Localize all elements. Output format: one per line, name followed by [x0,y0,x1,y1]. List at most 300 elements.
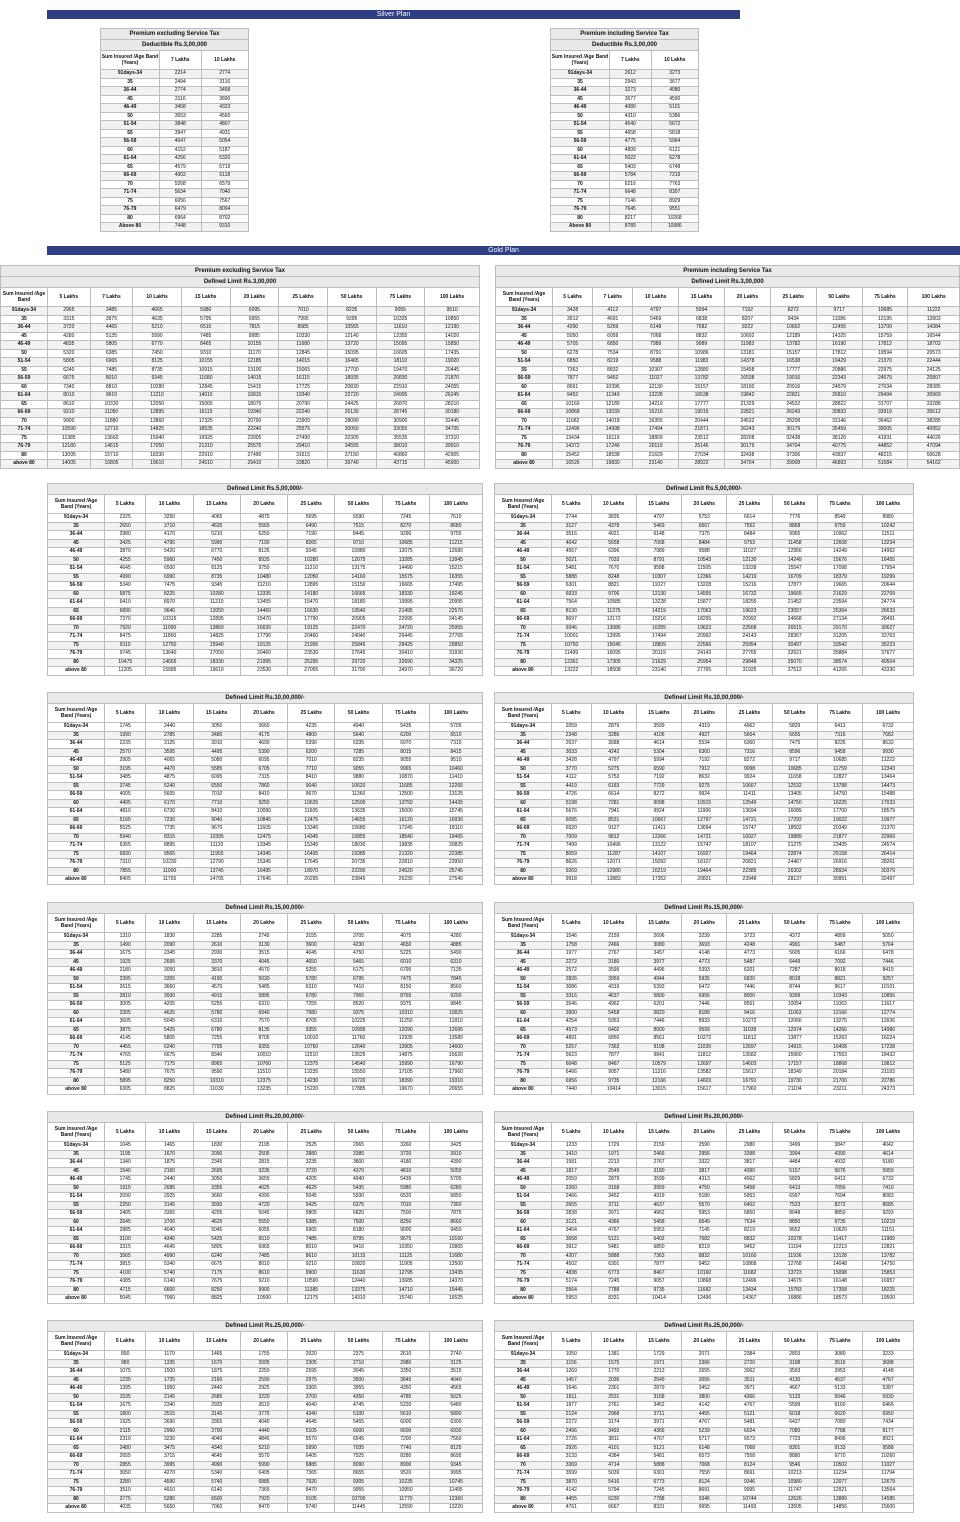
table-row [495,1201,914,1210]
premium-cell: 13375 [335,1286,382,1295]
premium-cell: 7245 [382,514,429,523]
table-row [551,87,699,96]
premium-cell: 24579 [862,375,908,384]
premium-cell: 4797 [591,757,636,766]
premium-cell: 20119 [633,443,679,452]
premium-cell: 7035 [335,1444,382,1453]
premium-cell: 2235 [105,740,146,749]
age-band-cell: 51-54 [48,565,105,574]
premium-cell: 3050 [193,1176,240,1185]
premium-cell: 20790 [279,400,328,409]
premium-cell: 3745 [105,782,146,791]
premium-cell: 27765 [682,667,727,676]
premium-cell: 25807 [908,375,960,384]
table-row [48,1001,483,1010]
premium-cell: 17494 [633,426,679,435]
table-row [48,774,483,783]
table-row [48,740,483,749]
premium-cell: 2213 [636,1368,681,1377]
premium-cell: 17777 [679,400,725,409]
premium-cell: 8090 [335,1461,382,1470]
age-band-cell: 66-69 [48,825,105,834]
premium-cell: 10685 [817,757,862,766]
premium-cell: 3056 [682,1376,727,1385]
premium-cell: 30379 [863,867,914,876]
premium-cell: 8921 [863,1436,914,1445]
premium-cell: 12066 [772,1018,817,1027]
premium-cell: 4455 [682,1410,727,1419]
premium-cell: 16408 [817,1043,862,1052]
table-row [48,1035,483,1044]
table-row [101,163,249,172]
premium-cell: 19610 [193,667,240,676]
premium-cell: 19665 [817,582,862,591]
premium-cell: 5650 [146,1504,193,1513]
premium-cell: 12130 [636,590,681,599]
premium-cell: 24510 [181,460,230,469]
age-band-cell: 35 [495,1150,552,1159]
premium-cell: 7920 [288,1478,335,1487]
premium-cell: 3710 [146,522,193,531]
premium-cell: 9717 [816,307,862,316]
premium-cell: 8868 [772,522,817,531]
premium-cell: 26243 [725,426,771,435]
premium-cell: 3145 [193,1410,240,1419]
table-row [101,78,249,87]
premium-cell: 5795 [181,315,230,324]
premium-cell: 8832 [593,366,633,375]
premium-cell: 4921 [591,531,636,540]
premium-cell: 3050 [146,967,193,976]
premium-cell: 2160 [193,1376,240,1385]
premium-cell: 13228 [682,582,727,591]
premium-cell: 3955 [335,1385,382,1394]
premium-cell: 20573 [908,349,960,358]
table-row [48,624,483,633]
premium-cell: 17157 [772,1060,817,1069]
premium-cell: 9588 [682,548,727,557]
premium-cell: 24040 [335,633,382,642]
premium-cell: 3250 [146,514,193,523]
premium-cell: 3510 [105,1487,146,1496]
age-band-cell: 75 [551,197,610,206]
premium-cell: 6437 [772,1419,817,1428]
premium-cell: 18330 [382,590,429,599]
premium-cell: 15550 [335,1069,382,1078]
table-row [48,876,483,885]
table-row [496,324,960,333]
premium-cell: 11658 [772,774,817,783]
age-band-cell: 55 [495,1410,552,1419]
premium-cell: 19125 [288,624,335,633]
age-band-cell: 50 [551,112,610,121]
table-row [1,409,480,418]
premium-cell: 14018 [593,417,633,426]
table-row [101,189,249,198]
premium-cell: 5753 [682,514,727,523]
premium-cell: 4875 [146,774,193,783]
premium-cell: 8632 [682,774,727,783]
premium-cell: 1817 [552,1167,592,1176]
premium-cell: 18255 [682,616,727,625]
premium-cell: 4570 [240,967,287,976]
premium-cell: 3145 [146,1201,193,1210]
premium-cell: 22810 [382,859,429,868]
premium-cell: 5165 [105,816,146,825]
premium-cell: 8410 [193,808,240,817]
age-band-cell: 50 [496,349,553,358]
age-band-cell: 80 [495,658,552,667]
table-row [48,1453,483,1462]
table-row [495,1436,914,1445]
premium-cell: 3475 [146,1444,193,1453]
premium-cell: 4845 [240,1436,287,1445]
premium-cell: 5610 [382,1410,429,1419]
sum-insured-header: 10 Lakhs [591,704,636,723]
premium-cell: 5780 [193,1009,240,1018]
premium-cell: 29410 [230,460,279,469]
premium-cell: 22570 [429,607,482,616]
premium-cell: 12680 [429,548,482,557]
premium-cell: 8135 [240,1026,287,1035]
premium-cell: 27034 [679,451,725,460]
premium-cell: 6466 [552,1069,592,1078]
premium-cell: 9452 [727,1244,772,1253]
premium-cell: 1977 [552,950,592,959]
premium-cell: 2036 [591,1376,636,1385]
age-band-cell: 80 [496,451,553,460]
premium-cell: 9930 [863,748,914,757]
sum-insured-header: 25 Lakhs [288,704,335,723]
premium-cell: 6773 [591,1269,636,1278]
premium-cell: 3080 [636,941,681,950]
premium-cell: 19540 [335,607,382,616]
table-row [48,941,483,950]
age-band-cell: 60 [495,1218,552,1227]
premium-cell: 10745 [429,1478,482,1487]
premium-cell: 17885 [335,1086,382,1095]
premium-cell: 4065 [193,514,240,523]
premium-cell: 11063 [772,1009,817,1018]
premium-cell: 7558 [727,1453,772,1462]
premium-cell: 8010 [288,1244,335,1253]
premium-cell: 14048 [817,1261,862,1270]
premium-cell: 11905 [382,1261,429,1270]
premium-cell: 3847 [817,1142,862,1151]
premium-cell: 15065 [181,400,230,409]
premium-cell: 20886 [816,366,862,375]
premium-cell: 6667 [591,1504,636,1513]
premium-cell: 11955 [193,850,240,859]
table-row [495,967,914,976]
premium-cell: 4537 [817,1376,862,1385]
table-row [495,539,914,548]
premium-cell: 2145 [146,1393,193,1402]
premium-cell: 10667 [727,782,772,791]
premium-cell: 7776 [772,514,817,523]
premium-cell: 4625 [146,1009,193,1018]
premium-cell: 1725 [146,1376,193,1385]
premium-cell: 13694 [682,825,727,834]
gold-excl-block-1 [0,265,480,469]
age-band-cell: 56-59 [551,138,610,147]
table-row [495,825,914,834]
premium-cell: 2695 [193,1167,240,1176]
premium-cell: 8410 [288,774,335,783]
premium-cell: 12845 [181,383,230,392]
sum-insured-header: 50 Lakhs [816,288,862,307]
table-row [1,426,480,435]
premium-cell: 7560 [429,1436,482,1445]
premium-cell: 4767 [591,1227,636,1236]
premium-cell: 4590 [651,95,698,104]
premium-cell: 10101 [863,984,914,993]
premium-cell: 5416 [591,1478,636,1487]
premium-cell: 20644 [863,582,914,591]
premium-cell: 6278 [553,349,593,358]
gold-excl-block-5 [47,1111,483,1304]
premium-cell: 16790 [429,1060,482,1069]
premium-cell: 6385 [288,1218,335,1227]
premium-cell: 4795 [146,539,193,548]
premium-cell: 4080 [651,87,698,96]
premium-cell: 2956 [682,1150,727,1159]
age-band-cell: 51-54 [495,565,552,574]
premium-cell: 6965 [90,358,133,367]
age-band-cell: 70 [48,1461,105,1470]
premium-cell: 23594 [817,599,862,608]
premium-cell: 5045 [288,1193,335,1202]
premium-cell: 13228 [633,392,679,401]
premium-cell: 13285 [382,556,429,565]
premium-cell: 11680 [279,341,328,350]
premium-cell: 4319 [682,723,727,732]
table-row [48,958,483,967]
table-row [48,1461,483,1470]
premium-cell: 2059 [552,1176,592,1185]
premium-cell: 13228 [727,565,772,574]
premium-cell: 10602 [725,332,771,341]
premium-cell: 5458 [727,1184,772,1193]
premium-cell: 2767 [591,950,636,959]
premium-cell: 15415 [230,383,279,392]
premium-cell: 4350 [382,1385,429,1394]
premium-cell: 3700 [193,1427,240,1436]
sum-insured-header: 10 Lakhs [651,51,698,70]
table-row [48,1470,483,1479]
premium-cell: 29850 [429,641,482,650]
premium-cell: 2645 [105,1218,146,1227]
premium-cell: 6360 [727,740,772,749]
age-band-cell: above 80 [495,1086,552,1095]
premium-cell: 10115 [335,1252,382,1261]
premium-cell: 5570 [240,1453,287,1462]
premium-cell: 8235 [335,757,382,766]
premium-cell: 2710 [335,1359,382,1368]
premium-cell: 7694 [817,1193,862,1202]
sum-insured-header: 50 Lakhs [772,495,817,514]
premium-cell: 45900 [425,460,480,469]
premium-cell: 16709 [772,573,817,582]
premium-cell: 3045 [335,1368,382,1377]
age-band-cell: 55 [495,1201,552,1210]
premium-cell: 10160 [553,400,593,409]
premium-cell: 980 [105,1359,146,1368]
premium-cell: 8895 [146,842,193,851]
premium-cell: 12265 [429,782,482,791]
premium-cell: 6278 [651,155,698,164]
premium-cell: 7450 [133,349,182,358]
age-band-cell: 55 [48,573,105,582]
age-band-header: Sum Insured /Age Band (Years) [48,1123,105,1142]
premium-cell: 18030 [335,842,382,851]
table-row [495,573,914,582]
age-band-cell: 61-64 [48,1227,105,1236]
premium-cell: 10001 [552,633,592,642]
premium-cell: 4080 [610,104,652,113]
premium-cell: 7287 [772,967,817,976]
sum-insured-header: 5 Lakhs [105,1123,146,1142]
premium-cell: 5100 [335,1410,382,1419]
premium-cell: 21329 [725,400,771,409]
age-band-cell: 46-49 [48,1385,105,1394]
premium-cell: 14015 [279,358,328,367]
premium-cell: 4691 [593,315,633,324]
premium-cell: 4190 [193,975,240,984]
premium-cell: 3198 [772,1359,817,1368]
premium-cell: 3062 [727,1368,772,1377]
table-row [495,975,914,984]
premium-cell: 37677 [863,650,914,659]
premium-cell: 21495 [382,607,429,616]
premium-cell: 1045 [105,1142,146,1151]
table-row [1,392,480,401]
premium-cell: 3235 [288,1159,335,1168]
premium-cell: 26230 [382,876,429,885]
premium-cell: 12077 [817,1478,862,1487]
premium-cell: 8048 [772,1210,817,1219]
premium-cell: 14249 [817,548,862,557]
premium-cell: 7525 [335,1453,382,1462]
premium-cell: 25954 [727,641,772,650]
premium-cell: 6402 [636,1235,681,1244]
premium-cell: 4040 [429,1376,482,1385]
premium-cell: 14721 [682,833,727,842]
premium-cell: 10280 [133,383,182,392]
age-band-cell: 36-44 [48,531,105,540]
premium-cell: 19830 [593,460,633,469]
premium-cell: 4614 [636,740,681,749]
premium-cell: 16465 [327,358,376,367]
premium-cell: 3452 [636,1402,681,1411]
premium-cell: 2305 [288,1359,335,1368]
table-row [495,850,914,859]
premium-cell: 2466 [552,1193,592,1202]
age-band-header: Sum Insured /Age Band (Years) [48,495,105,514]
premium-cell: 12130 [633,383,679,392]
premium-cell: 22470 [335,624,382,633]
premium-cell: 8125 [240,548,287,557]
premium-cell: 6216 [610,180,652,189]
premium-cell: 6301 [552,582,592,591]
premium-cell: 35459 [816,426,862,435]
premium-cell: 5025 [429,1393,482,1402]
premium-cell: 9105 [288,1495,335,1504]
premium-cell: 10378 [772,1235,817,1244]
premium-cell: 6956 [682,992,727,1001]
premium-cell: 2975 [288,1376,335,1385]
premium-cell: 16855 [335,833,382,842]
premium-cell: 6310 [240,1001,287,1010]
table-row [48,1210,483,1219]
age-band-cell: 80 [1,451,48,460]
premium-cell: 11385 [48,434,91,443]
age-band-cell: 76-79 [101,206,160,215]
premium-cell: 8496 [817,1436,862,1445]
age-band-cell: 45 [496,332,553,341]
premium-cell: 6405 [240,1470,287,1479]
premium-cell: 15685 [146,667,193,676]
premium-cell: 12075 [335,556,382,565]
premium-cell: 4390 [727,1167,772,1176]
table-row [496,426,960,435]
premium-cell: 9458 [817,748,862,757]
table-row [1,383,480,392]
age-band-cell: above 80 [1,460,48,469]
premium-cell: 11234 [817,1470,862,1479]
premium-cell: 7920 [105,624,146,633]
gold-excl-block-4 [47,902,483,1095]
premium-cell: 1729 [636,1351,681,1360]
age-band-cell: 70 [496,417,553,426]
premium-cell: 17495 [429,582,482,591]
table-row [496,451,960,460]
premium-cell: 9955 [335,1487,382,1496]
premium-cell: 21275 [772,842,817,851]
premium-cell: 12440 [335,1278,382,1287]
premium-cell: 7670 [591,565,636,574]
premium-cell: 6830 [105,850,146,859]
premium-cell: 3660 [193,1193,240,1202]
table-row [48,992,483,1001]
premium-cell: 21370 [863,825,914,834]
premium-cell: 26633 [863,607,914,616]
sum-insured-header: 50 Lakhs [772,914,817,933]
premium-cell: 4940 [335,723,382,732]
sum-insured-header: 100 Lakhs [429,1123,482,1142]
premium-cell: 4205 [288,1176,335,1185]
premium-cell: 3365 [146,1210,193,1219]
premium-cell: 6600 [382,1427,429,1436]
premium-cell: 4366 [636,1427,681,1436]
premium-cell: 2980 [382,1359,429,1368]
premium-cell: 6890 [105,607,146,616]
age-band-cell: 65 [48,1026,105,1035]
age-band-header: Sum Insured /Age Band (Years) [495,704,552,723]
premium-cell: 10155 [181,358,230,367]
age-band-header: Sum Insured /Age Band (Years) [48,704,105,723]
premium-cell: 7485 [288,1235,335,1244]
premium-cell: 10310 [382,1009,429,1018]
table-row [48,1368,483,1377]
premium-cell: 7175 [193,1269,240,1278]
premium-cell: 7855 [105,867,146,876]
premium-cell: 5465 [335,958,382,967]
premium-cell: 47094 [908,443,960,452]
premium-cell: 4005 [105,791,146,800]
premium-cell: 16148 [817,1278,862,1287]
premium-cell: 2980 [105,531,146,540]
